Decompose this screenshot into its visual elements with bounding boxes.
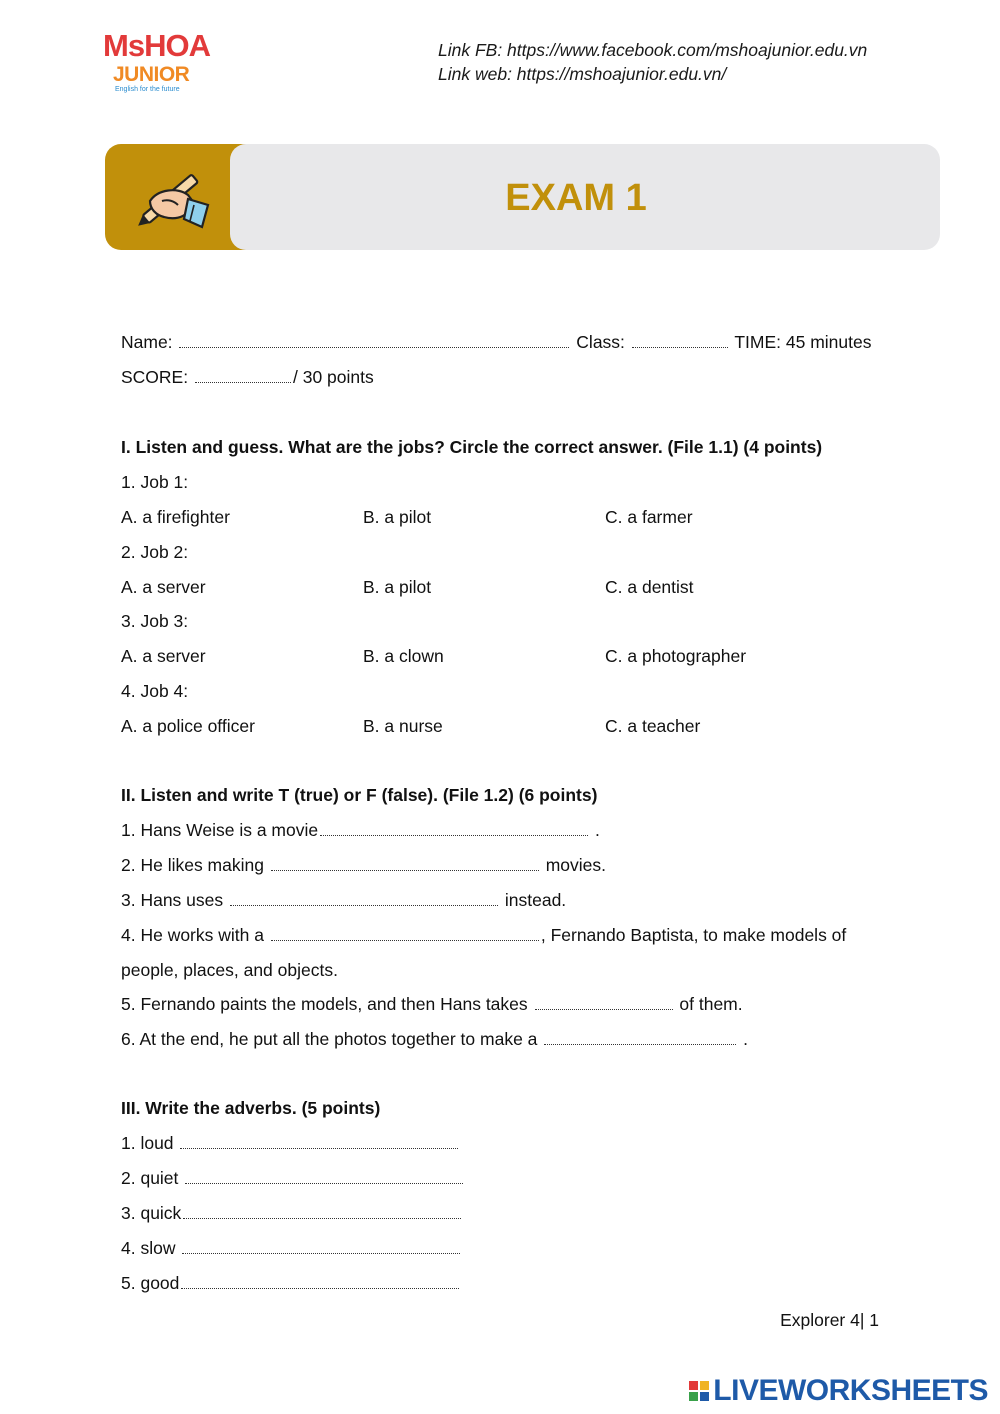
section-1-heading: I. Listen and guess. What are the jobs? Circle the correct answer. (File 1.1) (4 points) bbox=[121, 437, 823, 457]
question-label: 3. Job 3: bbox=[121, 611, 189, 631]
option-a[interactable]: A. a server bbox=[121, 646, 206, 666]
item-text: 5. Fernando paints the models, and then Hans takes bbox=[121, 994, 528, 1014]
adverb-blank[interactable] bbox=[183, 1214, 461, 1219]
answer-blank[interactable] bbox=[535, 1005, 673, 1010]
score-line bbox=[121, 366, 374, 388]
option-c[interactable]: C. a farmer bbox=[605, 507, 693, 527]
logo-junior-text: JUNIOR bbox=[113, 63, 190, 86]
adverb-blank[interactable] bbox=[180, 1144, 458, 1149]
option-a[interactable]: A. a firefighter bbox=[121, 507, 230, 527]
option-b[interactable]: B. a clown bbox=[363, 646, 444, 666]
fill-item bbox=[121, 924, 846, 946]
option-b[interactable]: B. a nurse bbox=[363, 716, 443, 736]
item-text-after: of them. bbox=[674, 994, 743, 1014]
item-text: 4. He works with a bbox=[121, 925, 264, 945]
option-a[interactable]: A. a police officer bbox=[121, 716, 255, 736]
answer-blank[interactable] bbox=[230, 901, 498, 906]
score-blank[interactable] bbox=[195, 378, 291, 383]
adverb-item bbox=[121, 1202, 463, 1224]
page-number: Explorer 4| 1 bbox=[780, 1310, 879, 1330]
class-label: Class: bbox=[576, 332, 625, 352]
item-text: 6. At the end, he put all the photos together to make a bbox=[121, 1029, 538, 1049]
option-c[interactable]: C. a photographer bbox=[605, 646, 747, 666]
adverb-blank[interactable] bbox=[182, 1249, 460, 1254]
item-text-after: . bbox=[738, 1029, 749, 1049]
time-label: TIME: 45 minutes bbox=[734, 332, 872, 352]
adverb-item bbox=[121, 1237, 462, 1259]
adverb-label: 1. loud bbox=[121, 1133, 174, 1153]
item-text: 3. Hans uses bbox=[121, 890, 224, 910]
adverb-label: 3. quick bbox=[121, 1203, 182, 1223]
adverb-item bbox=[121, 1272, 461, 1294]
section-2-heading: II. Listen and write T (true) or F (false). (File 1.2) (6 points) bbox=[121, 785, 598, 805]
option-a[interactable]: A. a server bbox=[121, 577, 206, 597]
facebook-link[interactable]: Link FB: https://www.facebook.com/mshoajunior.edu.vn bbox=[438, 40, 868, 60]
question-label: 2. Job 2: bbox=[121, 542, 189, 562]
section-3-heading: III. Write the adverbs. (5 points) bbox=[121, 1098, 381, 1118]
fill-item bbox=[121, 819, 600, 841]
header-links bbox=[438, 38, 867, 86]
writing-hand-icon bbox=[128, 155, 220, 239]
item-text-after: , Fernando Baptista, to make models of bbox=[540, 925, 847, 945]
logo-tagline: English for the future bbox=[115, 86, 180, 93]
question-label: 1. Job 1: bbox=[121, 472, 189, 492]
liveworksheets-brand bbox=[689, 1374, 988, 1408]
website-link[interactable]: Link web: https://mshoajunior.edu.vn/ bbox=[438, 64, 727, 84]
liveworksheets-logo-icon bbox=[689, 1381, 709, 1401]
option-b[interactable]: B. a pilot bbox=[363, 507, 432, 527]
option-c[interactable]: C. a dentist bbox=[605, 577, 694, 597]
name-label: Name: bbox=[121, 332, 173, 352]
adverb-label: 5. good bbox=[121, 1273, 180, 1293]
answer-blank[interactable] bbox=[271, 936, 539, 941]
logo-hoa-text: HOA bbox=[144, 28, 210, 63]
adverb-label: 4. slow bbox=[121, 1238, 176, 1258]
liveworksheets-text: LIVEWORKSHEETS bbox=[713, 1374, 988, 1407]
score-total: / 30 points bbox=[292, 367, 374, 387]
fill-item bbox=[121, 889, 566, 911]
item-text-after: movies. bbox=[540, 855, 607, 875]
answer-blank[interactable] bbox=[320, 831, 588, 836]
name-blank[interactable] bbox=[179, 343, 569, 348]
answer-blank[interactable] bbox=[544, 1040, 736, 1045]
item-text: 2. He likes making bbox=[121, 855, 264, 875]
item-text: 1. Hans Weise is a movie bbox=[121, 820, 319, 840]
fill-item bbox=[121, 993, 743, 1015]
fill-item bbox=[121, 1028, 748, 1050]
student-info-line bbox=[121, 331, 871, 353]
exam-title: EXAM 1 bbox=[505, 177, 647, 219]
option-b[interactable]: B. a pilot bbox=[363, 577, 432, 597]
adverb-label: 2. quiet bbox=[121, 1168, 179, 1188]
adverb-blank[interactable] bbox=[181, 1284, 459, 1289]
option-c[interactable]: C. a teacher bbox=[605, 716, 701, 736]
mshoa-junior-logo bbox=[103, 30, 238, 100]
adverb-item bbox=[121, 1167, 465, 1189]
adverb-item bbox=[121, 1132, 460, 1154]
question-label: 4. Job 4: bbox=[121, 681, 189, 701]
item-text-after: instead. bbox=[500, 890, 567, 910]
fill-item bbox=[121, 854, 606, 876]
fill-item-continuation: people, places, and objects. bbox=[121, 960, 338, 980]
score-label: SCORE: bbox=[121, 367, 189, 387]
answer-blank[interactable] bbox=[271, 866, 539, 871]
logo-ms-text: Ms bbox=[103, 28, 145, 63]
adverb-blank[interactable] bbox=[185, 1179, 463, 1184]
class-blank[interactable] bbox=[632, 343, 728, 348]
item-text-after: . bbox=[590, 820, 600, 840]
